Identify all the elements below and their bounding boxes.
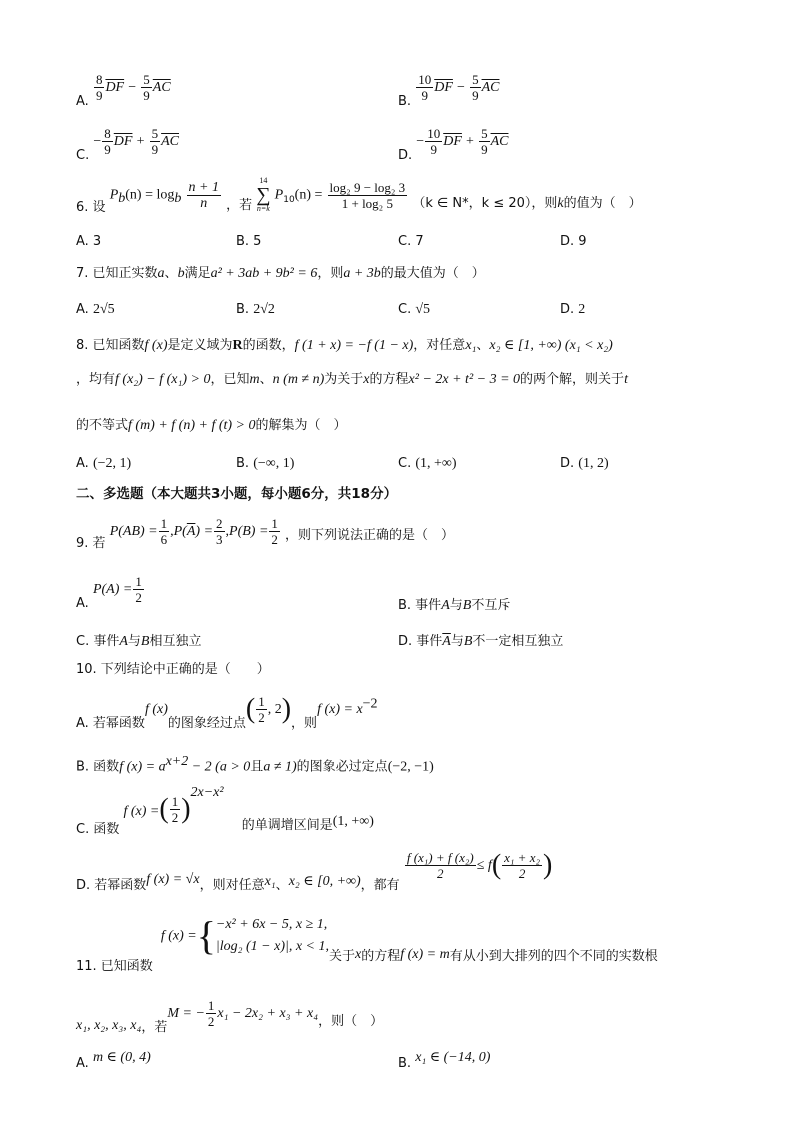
q11-option-b[interactable]: B. x₁ ∈ (−14, 0)	[398, 1050, 491, 1071]
q5-option-c[interactable]: C. − $\frac{8}{9}$ $\overline{DF}$ + $\frac{5}{9}$ $\overline{AC}$	[76, 126, 180, 163]
q8-option-a[interactable]: A. (−2, 1)	[76, 456, 132, 471]
fraction: $\frac{\text{log₂ 9 − log₂ 3}}{\text{1 + log₂ 5}}$	[329, 179, 406, 211]
q5-option-b[interactable]: B. $\frac{10}{9}$ $\overline{DF}$ − $\frac{5}{9}$ $\overline{AC}$	[398, 72, 500, 109]
piecewise-cases: −x² + 6x − 5, x ≥ 1, |log₂ (1 − x)|, x < 1,	[215, 917, 329, 954]
q5-option-d[interactable]: D. − $\frac{10}{9}$ $\overline{DF}$ + $\frac{5}{9}$ $\overline{AC}$	[398, 126, 509, 163]
question-10-stem: 10. 下列结论中正确的是（ ）	[76, 662, 270, 677]
vector-df: $\overline{DF}$	[105, 80, 125, 95]
section-title: 二、多选题（本大题共3小题，每小题6分，共18分）	[76, 486, 398, 502]
question-9-stem: 9. 若 P(AB) = $\frac{1}{6}$ $,P(\overline{A})$ = $\frac{2}{3}$ ,P(B) = $\frac{1}{2}$ ，则下列说法正确的是（ ）	[76, 516, 455, 551]
fraction: $\frac{10}{9}$	[418, 72, 432, 103]
q6-option-b[interactable]: B. 5	[236, 234, 262, 249]
vector-df: $\overline{DF}$	[434, 80, 453, 95]
q8-option-c[interactable]: C. (1, +∞)	[398, 456, 457, 471]
option-label: B.	[398, 94, 412, 109]
q6-option-a[interactable]: A. 3	[76, 234, 102, 249]
q9-option-a[interactable]: A. P(A) = $\frac{1}{2}$	[76, 574, 142, 611]
summation: 14 ∑ n=k	[256, 176, 271, 213]
fraction: $\frac{8}{9}$	[95, 72, 103, 103]
q9-option-b[interactable]: B. 事件A与B不互斥	[398, 598, 511, 613]
question-6-stem: 6. 设 $P_b(n) = \log_b$ $\frac{n + 1}{n}$ ，若 14 ∑ n=k $P_{10}(n)$ = $\frac{\text{log₂ 9 − log₂ 3}}{\text{1 + log₂ 5}}$ （k ∈ N*，k ≤ 20），则k的值为（ ）	[76, 176, 642, 215]
vector-df: $\overline{DF}$	[443, 134, 462, 149]
fraction: $\frac{10}{9}$	[427, 126, 441, 157]
q7-option-a[interactable]: A. 2√5	[76, 302, 115, 317]
q10-option-c[interactable]: C. 函数 f (x) =( $\frac{1}{2}$ )$^{2x-x^2}$ 的单调增区间是(1, +∞)	[76, 784, 374, 837]
question-8-line-3: 的不等式f (m) + f (n) + f (t) > 0的解集为（ ）	[76, 418, 347, 433]
q8-option-b[interactable]: B. (−∞, 1)	[236, 456, 295, 471]
q9-option-d[interactable]: D. 事件$\overline{A}$与B不一定相互独立	[398, 634, 564, 649]
question-11-line-1: 11. 已知函数f (x) ={ −x² + 6x − 5, x ≥ 1, |log₂ (1 − x)|, x < 1, 关于x的方程f (x) = m有从小到大排列的四个不同的实数根	[76, 913, 658, 974]
option-label: A.	[76, 94, 89, 109]
fraction: $\frac{5}{9}$	[151, 126, 159, 157]
vector-ac: $\overline{AC}$	[152, 80, 171, 95]
q7-option-b[interactable]: B. 2√2	[236, 302, 275, 317]
q5-option-a[interactable]: A. $\frac{8}{9}$ $\overline{DF}$ − $\frac{5}{9}$ $\overline{AC}$	[76, 72, 171, 109]
fraction: $\frac{8}{9}$	[104, 126, 111, 157]
question-11-line-2: x₁, x₂, x₃, x₄，若M = − $\frac{1}{2}$ x₁ − 2x₂ + x₃ + x₄，则（ ）	[76, 998, 384, 1035]
option-label: C.	[76, 148, 90, 163]
fraction: $\frac{5}{9}$	[143, 72, 150, 103]
q10-option-d[interactable]: D. 若幂函数f (x) = √x，则对任意x₁、x₂ ∈ [0, +∞)，都有 $\frac{\text{f (x₁) + f (x₂)}}{2}$ ≤ f( $\frac{\text{x₁ + x₂}}{2}$ )	[76, 849, 553, 893]
q7-option-c[interactable]: C. √5	[398, 302, 431, 317]
vector-ac: $\overline{AC}$	[481, 80, 500, 95]
q9-option-c[interactable]: C. 事件A与B相互独立	[76, 634, 202, 649]
fraction: $\frac{5}{9}$	[481, 126, 488, 157]
q8-option-d[interactable]: D. (1, 2)	[560, 456, 609, 471]
q11-option-a[interactable]: A. m ∈ (0, 4)	[76, 1050, 151, 1071]
vector-ac: $\overline{AC}$	[490, 134, 509, 149]
vector-ac: $\overline{AC}$	[161, 134, 180, 149]
q6-option-d[interactable]: D. 9	[560, 234, 587, 249]
option-label: D.	[398, 148, 413, 163]
q10-option-a[interactable]: A. 若幂函数f (x)的图象经过点( $\frac{1}{2}$ , 2)，则f $(x) = x^{-2}$	[76, 693, 378, 731]
q7-option-d[interactable]: D. 2	[560, 302, 586, 317]
q6-option-c[interactable]: C. 7	[398, 234, 424, 249]
fraction: $\frac{n + 1}{n}$	[188, 179, 219, 211]
q10-option-b[interactable]: B. 函数f $(x) = a^{x+2} - 2$ (a > 0且a ≠ 1)的图象必过定点(−2, −1)	[76, 754, 434, 775]
vector-df: $\overline{DF}$	[113, 134, 133, 149]
fraction: $\frac{5}{9}$	[472, 72, 479, 103]
question-8-line-2: ，均有f (x₂) − f (x₁) > 0，已知m、n (m ≠ n)为关于x的方程x² − 2x + t² − 3 = 0的两个解，则关于t	[76, 372, 628, 387]
question-7-stem: 7. 已知正实数a、b满足a² + 3ab + 9b² = 6，则a + 3b的最大值为（ ）	[76, 266, 485, 281]
question-8-line-1: 8. 已知函数f (x)是定义域为R的函数，f (1 + x) = −f (1 − x)，对任意x₁、x₂ ∈ [1, +∞) (x₁ < x₂)	[76, 338, 613, 353]
